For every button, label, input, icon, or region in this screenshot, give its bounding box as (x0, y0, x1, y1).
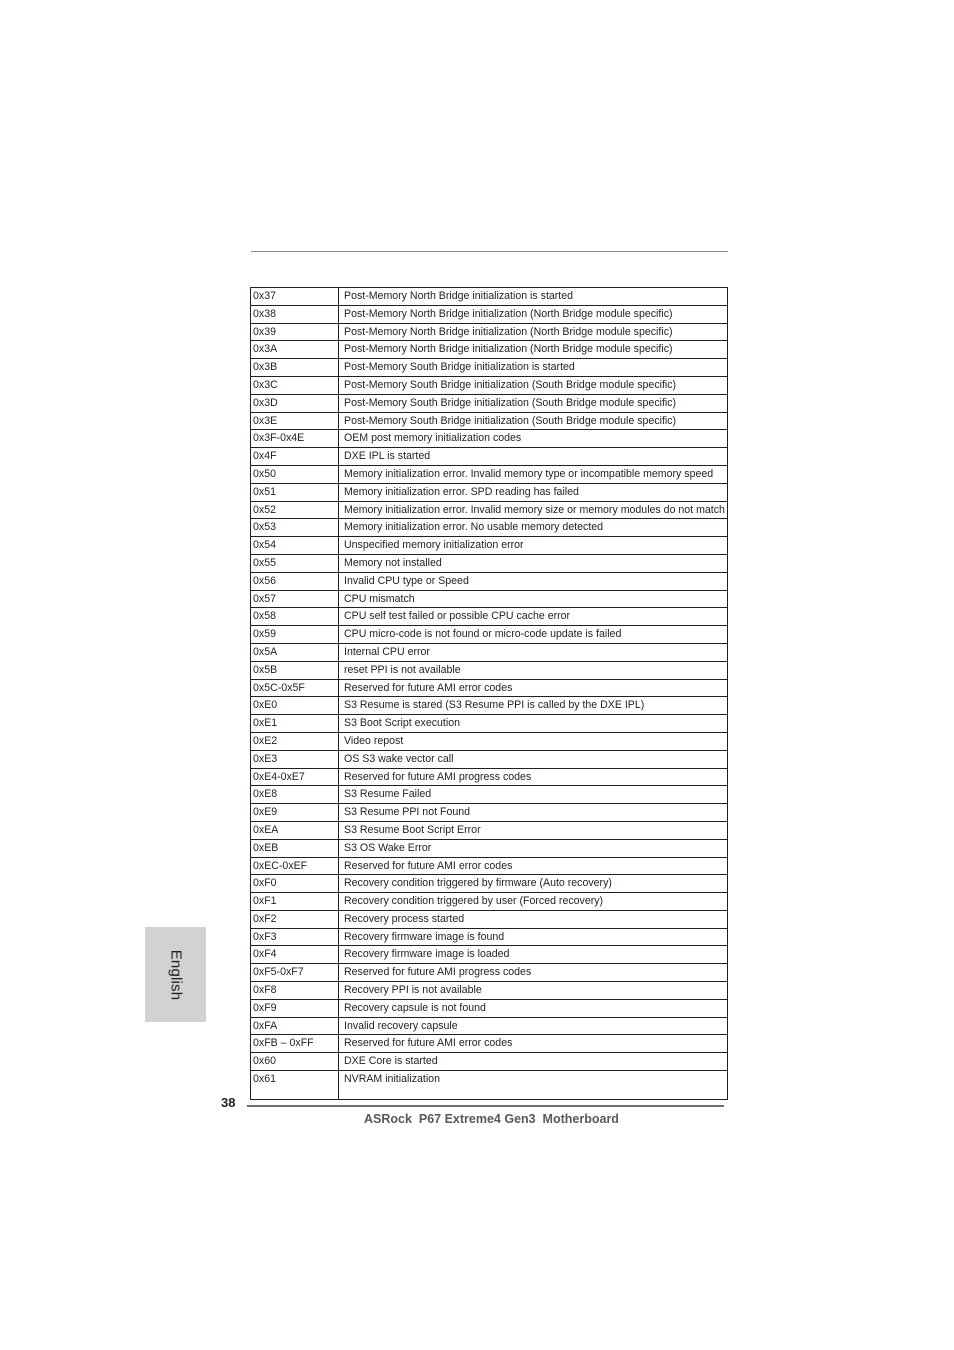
post-code: 0x61 (251, 1071, 339, 1100)
table-row (251, 893, 728, 911)
table-row (251, 786, 728, 804)
post-code-description: Recovery condition triggered by firmware (Auto recovery) (339, 875, 728, 893)
post-code-description: Recovery condition triggered by user (Forced recovery) (339, 893, 728, 911)
post-code: 0x57 (251, 590, 339, 608)
post-code-description: reset PPI is not available (339, 661, 728, 679)
post-code-description: Memory not installed (339, 554, 728, 572)
table-row (251, 537, 728, 555)
post-code-description: Recovery capsule is not found (339, 999, 728, 1017)
post-code-description: DXE Core is started (339, 1053, 728, 1071)
post-code: 0xF9 (251, 999, 339, 1017)
post-code: 0xE0 (251, 697, 339, 715)
post-code: 0xEA (251, 821, 339, 839)
post-code: 0xEC-0xEF (251, 857, 339, 875)
post-code-description: S3 Resume is stared (S3 Resume PPI is called by the DXE IPL) (339, 697, 728, 715)
table-row (251, 910, 728, 928)
post-code: 0xF3 (251, 928, 339, 946)
post-code-table-body (251, 288, 728, 1100)
post-code-description: Recovery firmware image is loaded (339, 946, 728, 964)
post-code: 0xF5-0xF7 (251, 964, 339, 982)
post-code-description: Post-Memory South Bridge initialization (South Bridge module specific) (339, 412, 728, 430)
post-code: 0x51 (251, 483, 339, 501)
post-code: 0x54 (251, 537, 339, 555)
table-row (251, 928, 728, 946)
post-code: 0xF8 (251, 982, 339, 1000)
post-code: 0xF0 (251, 875, 339, 893)
post-code: 0x3C (251, 376, 339, 394)
post-code-description: Memory initialization error. Invalid memory size or memory modules do not match (339, 501, 728, 519)
table-row (251, 572, 728, 590)
table-row (251, 804, 728, 822)
post-code-description: Reserved for future AMI progress codes (339, 768, 728, 786)
post-code-description: S3 Boot Script execution (339, 715, 728, 733)
post-code-description: S3 Resume PPI not Found (339, 804, 728, 822)
post-code: 0x3D (251, 394, 339, 412)
post-code: 0x5B (251, 661, 339, 679)
post-code: 0xE9 (251, 804, 339, 822)
table-row (251, 590, 728, 608)
table-row (251, 964, 728, 982)
post-code: 0xF4 (251, 946, 339, 964)
table-row (251, 359, 728, 377)
footer-divider (247, 1105, 724, 1107)
post-code: 0xFB – 0xFF (251, 1035, 339, 1053)
post-code: 0x39 (251, 323, 339, 341)
post-code: 0x60 (251, 1053, 339, 1071)
table-row (251, 626, 728, 644)
post-code-description: Invalid CPU type or Speed (339, 572, 728, 590)
footer-title: ASRock P67 Extreme4 Gen3 Motherboard (364, 1112, 619, 1126)
table-row (251, 1017, 728, 1035)
table-row (251, 732, 728, 750)
post-code-description: Post-Memory North Bridge initialization (North Bridge module specific) (339, 341, 728, 359)
table-row (251, 323, 728, 341)
table-row (251, 376, 728, 394)
post-code: 0x3B (251, 359, 339, 377)
post-code-description: CPU micro-code is not found or micro-code update is failed (339, 626, 728, 644)
table-row (251, 554, 728, 572)
table-row (251, 999, 728, 1017)
post-code-description: S3 Resume Failed (339, 786, 728, 804)
post-code-description: Post-Memory South Bridge initialization (South Bridge module specific) (339, 376, 728, 394)
post-code: 0xE3 (251, 750, 339, 768)
post-code-description: Internal CPU error (339, 643, 728, 661)
post-code: 0x3A (251, 341, 339, 359)
table-row (251, 412, 728, 430)
post-code: 0xE4-0xE7 (251, 768, 339, 786)
post-code-description: Post-Memory North Bridge initialization (North Bridge module specific) (339, 305, 728, 323)
post-code-description: CPU self test failed or possible CPU cache error (339, 608, 728, 626)
post-code: 0x5A (251, 643, 339, 661)
post-code-description: Recovery firmware image is found (339, 928, 728, 946)
post-code-description: Unspecified memory initialization error (339, 537, 728, 555)
table-row (251, 1035, 728, 1053)
post-code-description: Memory initialization error. Invalid memory type or incompatible memory speed (339, 465, 728, 483)
post-code-description: Reserved for future AMI error codes (339, 857, 728, 875)
post-code-description: OEM post memory initialization codes (339, 430, 728, 448)
table-row (251, 465, 728, 483)
table-row (251, 768, 728, 786)
post-code-description: Memory initialization error. No usable memory detected (339, 519, 728, 537)
post-code-description: Invalid recovery capsule (339, 1017, 728, 1035)
post-code-description: S3 OS Wake Error (339, 839, 728, 857)
table-row (251, 608, 728, 626)
table-row (251, 679, 728, 697)
table-row (251, 697, 728, 715)
post-code: 0x55 (251, 554, 339, 572)
table-row (251, 394, 728, 412)
post-code: 0x3E (251, 412, 339, 430)
table-row (251, 821, 728, 839)
post-code: 0xFA (251, 1017, 339, 1035)
post-code-description: Reserved for future AMI progress codes (339, 964, 728, 982)
post-code-description: S3 Resume Boot Script Error (339, 821, 728, 839)
post-code: 0x58 (251, 608, 339, 626)
post-code: 0x59 (251, 626, 339, 644)
table-row (251, 305, 728, 323)
table-row (251, 483, 728, 501)
table-row (251, 519, 728, 537)
table-row (251, 946, 728, 964)
post-code-description: CPU mismatch (339, 590, 728, 608)
table-row (251, 643, 728, 661)
table-row (251, 448, 728, 466)
post-code-description: Reserved for future AMI error codes (339, 679, 728, 697)
post-code: 0xE1 (251, 715, 339, 733)
post-code-description: Post-Memory South Bridge initialization is started (339, 359, 728, 377)
post-code: 0xE8 (251, 786, 339, 804)
language-tab-label: English (167, 949, 184, 1000)
post-code: 0xE2 (251, 732, 339, 750)
post-code-description: Reserved for future AMI error codes (339, 1035, 728, 1053)
post-code: 0x38 (251, 305, 339, 323)
table-row (251, 982, 728, 1000)
post-code: 0xF2 (251, 910, 339, 928)
table-row (251, 341, 728, 359)
table-row (251, 839, 728, 857)
post-code: 0xF1 (251, 893, 339, 911)
post-code: 0x52 (251, 501, 339, 519)
table-row (251, 430, 728, 448)
language-tab (145, 927, 206, 1022)
post-code-description: NVRAM initialization (339, 1071, 728, 1100)
post-code: 0x5C-0x5F (251, 679, 339, 697)
post-code-description: Post-Memory North Bridge initialization is started (339, 288, 728, 306)
table-row (251, 875, 728, 893)
table-row (251, 501, 728, 519)
post-code-description: OS S3 wake vector call (339, 750, 728, 768)
table-row (251, 661, 728, 679)
table-row (251, 1071, 728, 1100)
post-code: 0x53 (251, 519, 339, 537)
post-code-description: DXE IPL is started (339, 448, 728, 466)
post-code: 0x50 (251, 465, 339, 483)
post-code: 0x4F (251, 448, 339, 466)
post-code-table (250, 287, 728, 1100)
top-divider (251, 251, 728, 252)
page-number: 38 (221, 1095, 236, 1110)
post-code-description: Video repost (339, 732, 728, 750)
post-code-description: Recovery PPI is not available (339, 982, 728, 1000)
table-row (251, 857, 728, 875)
table-row (251, 288, 728, 306)
post-code: 0xEB (251, 839, 339, 857)
table-row (251, 750, 728, 768)
post-code: 0x37 (251, 288, 339, 306)
table-row (251, 1053, 728, 1071)
post-code-description: Recovery process started (339, 910, 728, 928)
table-row (251, 715, 728, 733)
post-code: 0x3F-0x4E (251, 430, 339, 448)
post-code-description: Memory initialization error. SPD reading has failed (339, 483, 728, 501)
post-code: 0x56 (251, 572, 339, 590)
post-code-description: Post-Memory South Bridge initialization (South Bridge module specific) (339, 394, 728, 412)
post-code-description: Post-Memory North Bridge initialization (North Bridge module specific) (339, 323, 728, 341)
